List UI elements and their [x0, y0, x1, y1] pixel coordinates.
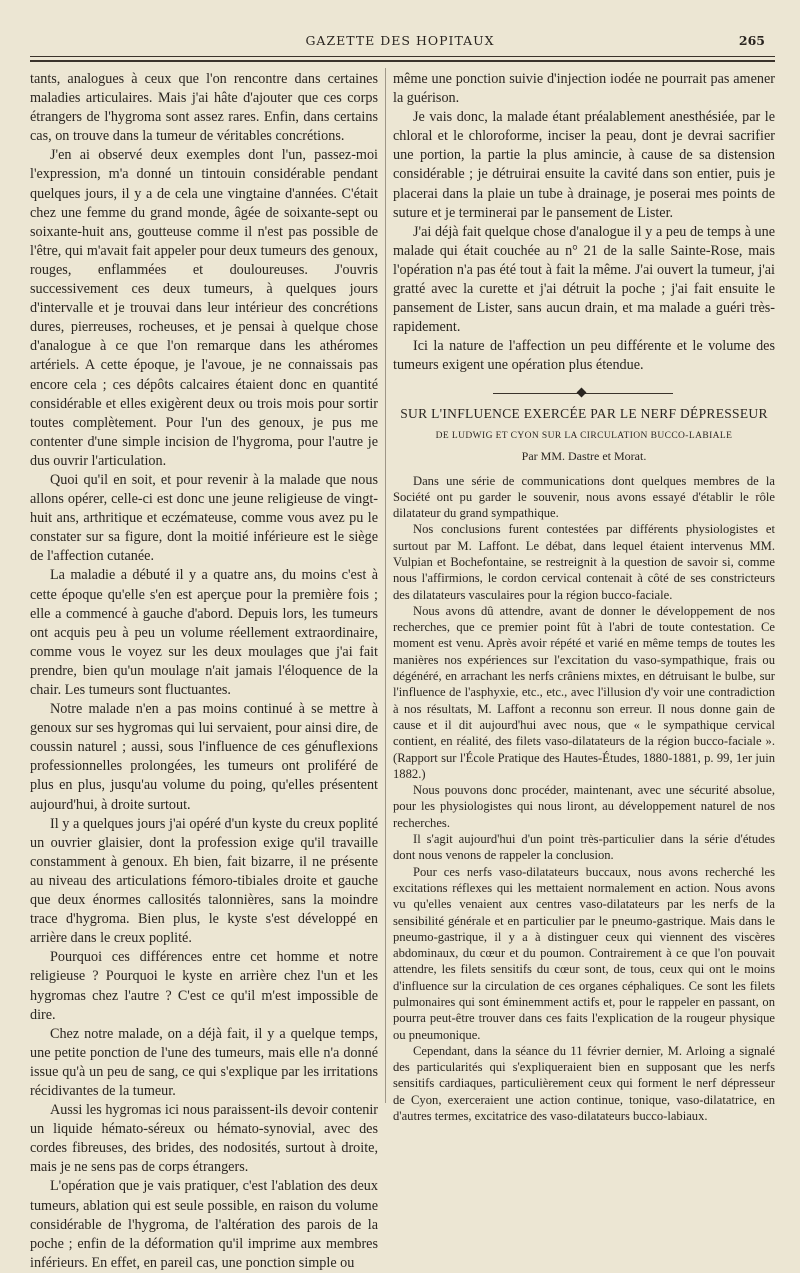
right-column	[393, 70, 775, 1124]
article-title: SUR L'INFLUENCE EXERCÉE PAR LE NERF DÉPRESSEUR	[400, 405, 768, 421]
paragraph: Nos conclusions furent contestées par différents physiologistes et surtout par M. Laffont. Le débat, dans lequel étaient intervenus MM. Vulpian et Bochefontaine, se restreignit à la question de savoir si, comme nous l'affirmions, le cordon cervical contenait à côté de ses constricteurs des dilatateurs vasculaires pour la région bucco-faciale.	[393, 522, 775, 602]
section-separator	[393, 376, 775, 406]
paragraph: J'en ai observé deux exemples dont l'un, passez-moi l'expression, m'a donné un tintouin considérable pendant quelques jours, il y a de cela une vingtaine d'années. C'était chez une femme du grand monde, âgée de soixante-sept ou soixante-huit ans, goutteuse comme il n'est pas possible de l'être, qui m'avait fait appeler pour deux tumeurs des genoux, rouges, enflammées et douloureuses. J'ouvris successivement ces deux tumeurs, à quelques jours d'intervalle et je trouvai dans leur intérieur des concrétions dures, pierreuses, rocheuses, et je pensai à quelque chose d'analogue à ce que l'on remarque dans les athéromes artériels. A cette époque, je l'avoue, je ne connaissais pas encore cela ; ces dépôts calcaires étaient donc en quantité considérable et elles exigèrent deux ou trois mois pour sortir toutes complètement. Pour l'un des genoux, je pus me contenter d'une simple incision de l'hygroma, pour l'autre je dus ouvrir l'articulation.	[30, 147, 378, 469]
paragraph: La maladie a débuté il y a quatre ans, du moins c'est à cette époque qu'elle s'en est aperçue pour la première fois ; elle a commencé à gauche d'abord. Depuis lors, les tumeurs ont acquis peu à peu un volume réellement extraordinaire, comme vous le voyez sur les deux moulages que j'ai fait prendre, bien qu'un moulage n'ait jamais l'éloquence de la chair. Les tumeurs sont fluctuantes.	[30, 567, 378, 698]
paragraph: Notre malade n'en a pas moins continué à se mettre à genoux sur ses hygromas qui lui servaient, pour ainsi dire, de coussin naturel ; aussi, sous l'influence de ces génuflexions professionnelles prolongées, les tumeurs ont proliféré de plus en plus, jusqu'au volume du poing, qu'elles présentent aujourd'hui, à droite surtout.	[30, 701, 378, 813]
paragraph: Il s'agit aujourd'hui d'un point très-particulier dans la série d'études dont nous venons de rappeler la conclusion.	[393, 832, 775, 863]
header-rule-thick	[30, 60, 775, 62]
article	[393, 406, 775, 1125]
paragraph: tants, analogues à ceux que l'on rencontre dans certaines maladies articulaires. Mais j'ai hâte d'ajouter que ces corps étrangers de l'hygroma sont assez rares. Enfin, dans certains cas, on trouve dans la tumeur de véritables concrétions.	[30, 71, 378, 145]
page-number: 265	[738, 33, 765, 48]
paragraph: J'ai déjà fait quelque chose d'analogue il y a peu de temps à une malade qui était couchée au n° 21 de la salle Sainte-Rose, mais l'opération n'a pas été tout à fait la même. J'ai ouvert la tumeur, j'ai gratté avec la curette et j'ai détruit la poche ; j'ai fait ensuite le pansement de Lister, sans aucun drain, et ma malade a guéri très-rapidement.	[393, 223, 775, 336]
column-divider	[385, 68, 386, 1103]
paragraph: Pour ces nerfs vaso-dilatateurs buccaux, nous avons recherché les excitations réflexes qui les mettaient normalement en action. Nous avons vu qu'elles venaient aux centres vaso-dilatateurs par les nerfs de la sensibilité générale et en particulier par le pneumo-gastrique. Mais dans le pneumo-gastrique, il y a à distinguer ceux qui viennent des viscères abdominaux, du cœur et du poumon. Contrairement à ce que l'on pouvait attendre, les filets sensitifs du cœur sont, de tous, ceux qui ont le moins d'influence sur la circulation de ces organes céphaliques. Ce sont les filets pulmonaires qui sont éminemment actifs et, pour le rappeler en passant, on pourra peut-être trouver dans ces faits l'explication de la rougeur physique ou pneumonique.	[393, 864, 775, 1042]
paragraph: Nous pouvons donc procéder, maintenant, avec une sécurité absolue, pour les physiologistes qui nous liront, au développement naturel de nos recherches.	[393, 783, 775, 830]
paragraph: L'opération que je vais pratiquer, c'est l'ablation des deux tumeurs, ablation qui est seule possible, en raison du volume considérable de l'hygroma, de l'altération des parois de la poche ; enfin de la déformation qu'il imprime aux membres inférieurs. En effet, en pareil cas, une ponction simple ou	[30, 1178, 378, 1271]
paragraph: Pourquoi ces différences entre cet homme et notre religieuse ? Pourquoi le kyste en arrière chez l'un et les hygromas chez l'autre ? C'est ce qu'il m'est impossible de dire.	[30, 949, 378, 1023]
running-head	[0, 33, 800, 51]
continued-text	[393, 70, 775, 376]
paragraph: Dans une série de communications dont quelques membres de la Société ont pu garder le souvenir, nous avons essayé d'établir le rôle dilatateur du grand sympathique.	[393, 473, 775, 521]
paragraph: Quoi qu'il en soit, et pour revenir à la malade que nous allons opérer, celle-ci est donc une jeune religieuse de vingt-huit ans, arthritique et eczémateuse, comme vous avez pu le constater sur sa figure, dont la moitié inférieure est le siège de l'affection cutanée.	[30, 471, 378, 565]
paragraph: même une ponction suivie d'injection iodée ne pourrait pas amener la guérison.	[393, 71, 775, 107]
paragraph: Je vais donc, la malade étant préalablement anesthésiée, par le chloral et le chloroforme, inciser la peau, dont je devrai sacrifier une portion, la partie la plus amincie, à cause de sa distension considérable ; je détruirai ensuite la cavité dans son entier, puis je placerai dans la plaie un tube à drainage, je poserai mes points de suture et je terminerai par le pansement de Lister.	[393, 109, 775, 221]
paragraph: Aussi les hygromas ici nous paraissent-ils devoir contenir un liquide hémato-séreux ou hémato-synovial, avec des cordes fibreuses, des brides, des nodosités, surtout à droite, mais je ne sens pas de corps étrangers.	[30, 1102, 378, 1176]
journal-title: GAZETTE DES HOPITAUX	[305, 33, 495, 48]
paragraph: Il y a quelques jours j'ai opéré d'un kyste du creux poplité un ouvrier glaisier, dont la profession exige qu'il travaille constamment à genoux. Eh bien, fait bizarre, il ne présente au niveau des articulations fémoro-tibiales droite et gauche que deux énormes callosités talonnières, sans la moindre trace d'hygroma. Bien plus, le kyste s'est développé en arrière dans le creux poplité.	[30, 815, 378, 947]
header-rule	[30, 56, 775, 57]
paragraph: Ici la nature de l'affection un peu différente et le volume des tumeurs exigent une opération plus étendue.	[393, 338, 775, 374]
paragraph: Cependant, dans la séance du 11 février dernier, M. Arloing a signalé des particularités qui s'expliqueraient bien en supposant que les nerfs sensitifs cardiaques, particulièrement ceux qui forment le nerf dépresseur de Cyon, exerceraient une action continue, tonique, vaso-dilatatrice, en d'autres termes, excitatrice des vaso-dilatateurs bucco-labiaux.	[393, 1043, 775, 1124]
left-column	[30, 70, 378, 1273]
separator-ornament	[577, 387, 587, 397]
article-authors: Par MM. Dastre et Morat.	[521, 448, 647, 463]
article-subtitle: DE LUDWIG ET CYON SUR LA CIRCULATION BUCCO-LABIALE	[435, 430, 733, 441]
paragraph: Nous avons dû attendre, avant de donner le développement de nos recherches, que ce premier point fût à l'abri de toute contestation. Ce moment est venu. Après avoir répété et varié en même temps de toutes les manières nos expériences sur l'excitation du vaso-sympathique, frais ou dégénéré, en arrachant les nerfs crâniens mixtes, en détruisant le bulbe, sur l'influence de l'asphyxie, etc., etc., avec l'illusion d'y voir une contradiction à nos résultats, M. Laffont a reconnu son erreur. Il nous donne gain de cause et il dit aujourd'hui avec nous, que « le sympathique cervical contient, en réalité, des filets vaso-dilatateurs de la région bucco-faciale ». (Rapport sur l'École Pratique des Hautes-Études, 1880-1881, p. 99, 1er juin 1882.)	[393, 603, 775, 781]
paragraph: Chez notre malade, on a déjà fait, il y a quelque temps, une petite ponction de l'une des tumeurs, mais elle n'a donné issue qu'à un peu de sang, ce qui s'explique par les irritations récidivantes de la tumeur.	[30, 1025, 378, 1099]
